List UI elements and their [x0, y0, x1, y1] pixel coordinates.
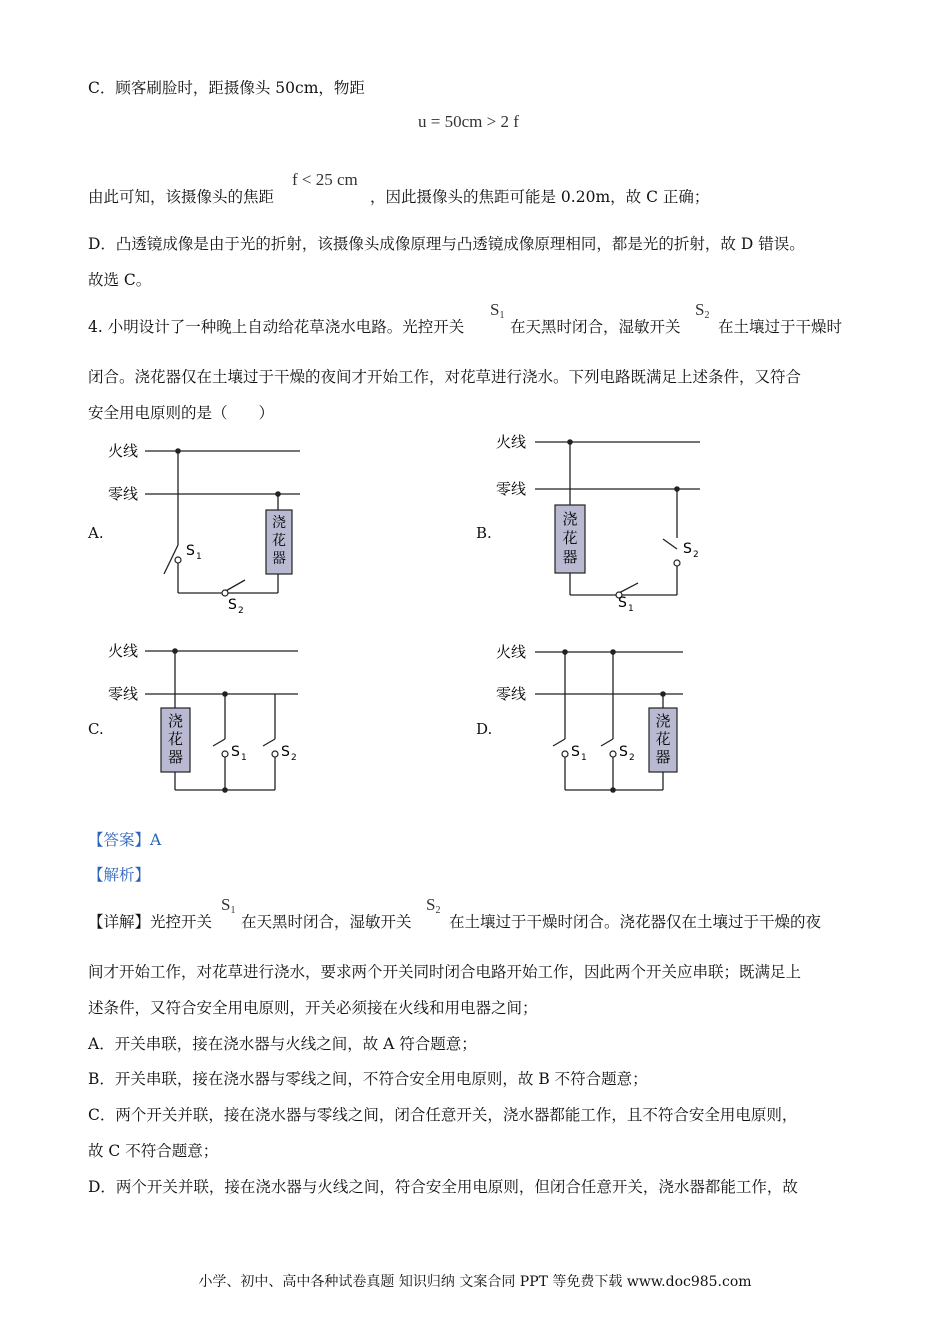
c-explanation-1: C．两个开关并联，接在浇水器与零线之间，闭合任意开关，浇水器都能工作，且不符合安全用电原则， [88, 1106, 798, 1124]
switch-s2-sub: 2 [291, 753, 297, 763]
device-char-2: 花 [272, 533, 286, 549]
switch-s1-sub: 1 [196, 552, 202, 562]
b-explanation: B．开关串联，接在浇水器与零线之间，不符合安全用电原则，故 B 不符合题意； [88, 1070, 648, 1088]
switch-s2-sub: 2 [238, 606, 244, 616]
q4-s2-symbol: $S_2$ [695, 300, 710, 321]
q4-line1-a: 4. 小明设计了一种晚上自动给花草浇水电路。光控开关 [88, 318, 465, 336]
switch-s1-label: S [571, 744, 580, 760]
option-a-label: A. [88, 524, 104, 542]
device-char-2: 花 [167, 730, 184, 748]
switch-s2-label: S [619, 744, 628, 760]
c-formula: u = 50cm > 2 f [418, 112, 519, 131]
device-char-1: 浇 [272, 515, 286, 531]
circuit-d [490, 635, 700, 805]
choose-line: 故选 C。 [88, 271, 152, 289]
option-d-label: D. [476, 720, 493, 738]
focal-formula: f < 25 cm [292, 170, 358, 189]
switch-s2-label: S [281, 744, 290, 760]
focal-line-b: ，因此摄像头的焦距可能是 0.20m，故 C 正确； [370, 188, 710, 206]
switch-s2-sub: 2 [693, 550, 699, 560]
live-wire-label: 火线 [496, 643, 527, 661]
device-char-3: 器 [562, 548, 578, 566]
detail-line3: 述条件，又符合安全用电原则，开关必须接在火线和用电器之间； [88, 999, 538, 1017]
q4-line1-c: 在土壤过于干燥时 [718, 318, 843, 336]
focal-line-a: 由此可知，该摄像头的焦距 [88, 188, 275, 206]
c-option-line: C．顾客刷脸时，距摄像头 50cm，物距 [88, 79, 365, 97]
switch-s1-label: S [231, 744, 240, 760]
detail-line1-b: 在天黑时闭合，湿敏开关 [241, 913, 412, 931]
circuit-a [100, 435, 310, 620]
switch-s1-sub: 1 [628, 604, 634, 614]
switch-s1-label: S [186, 543, 195, 559]
neutral-wire-label: 零线 [108, 485, 139, 503]
detail-s2-symbol: $S_2$ [426, 895, 441, 916]
d-option-line: D．凸透镜成像是由于光的折射，该摄像头成像原理与凸透镜成像原理相同，都是光的折射，故 D 错误。 [88, 235, 805, 253]
circuit-c [100, 635, 310, 805]
device-char-1: 浇 [167, 712, 184, 730]
switch-s1-sub: 1 [241, 753, 247, 763]
switch-s2-label: S [228, 597, 237, 613]
switch-s2-sub: 2 [629, 753, 635, 763]
neutral-wire-label: 零线 [496, 480, 527, 498]
a-explanation: A．开关串联，接在浇水器与火线之间，故 A 符合题意； [88, 1035, 477, 1053]
neutral-wire-label: 零线 [108, 685, 139, 703]
page-footer: 小学、初中、高中各种试卷真题 知识归纳 文案合同 PPT 等免费下载 www.doc985.com [198, 1274, 752, 1290]
device-char-3: 器 [167, 748, 184, 766]
switch-s1-label: S [618, 595, 627, 611]
live-wire-label: 火线 [108, 442, 139, 460]
q4-s1-symbol: $S_1$ [490, 300, 505, 321]
circuit-b [490, 425, 710, 620]
detail-line1-a: 【详解】光控开关 [88, 913, 213, 931]
q4-line2: 闭合。浇花器仅在土壤过于干燥的夜间才开始工作，对花草进行浇水。下列电路既满足上述条件，又符合 [88, 368, 802, 386]
device-char-3: 器 [272, 551, 286, 567]
option-b-label: B. [476, 524, 492, 542]
device-char-3: 器 [655, 748, 671, 766]
analysis-heading: 【解析】 [88, 866, 151, 884]
device-char-2: 花 [562, 529, 578, 547]
focal-line [88, 185, 274, 207]
device-char-1: 浇 [655, 712, 671, 730]
option-c-label: C. [88, 720, 104, 738]
device-char-2: 花 [655, 730, 671, 748]
q4-line3: 安全用电原则的是（ ） [88, 404, 275, 422]
switch-s1-sub: 1 [581, 753, 587, 763]
d-explanation: D．两个开关并联，接在浇水器与火线之间，符合安全用电原则，但闭合任意开关，浇水器都能工作，故 [88, 1178, 798, 1196]
neutral-wire-label: 零线 [496, 685, 527, 703]
q4-line1-b: 在天黑时闭合，湿敏开关 [510, 318, 681, 336]
detail-line2: 间才开始工作，对花草进行浇水，要求两个开关同时闭合电路开始工作，因此两个开关应串联；既满足上 [88, 963, 802, 981]
answer-line: 【答案】A [88, 831, 162, 849]
live-wire-label: 火线 [108, 642, 139, 660]
c-explanation-2: 故 C 不符合题意； [88, 1142, 219, 1160]
detail-line1-c: 在土壤过于干燥时闭合。浇花器仅在土壤过于干燥的夜 [449, 913, 822, 931]
detail-s1-symbol: $S_1$ [221, 895, 236, 916]
device-char-1: 浇 [562, 510, 578, 528]
live-wire-label: 火线 [496, 433, 527, 451]
switch-s2-label: S [683, 541, 692, 557]
